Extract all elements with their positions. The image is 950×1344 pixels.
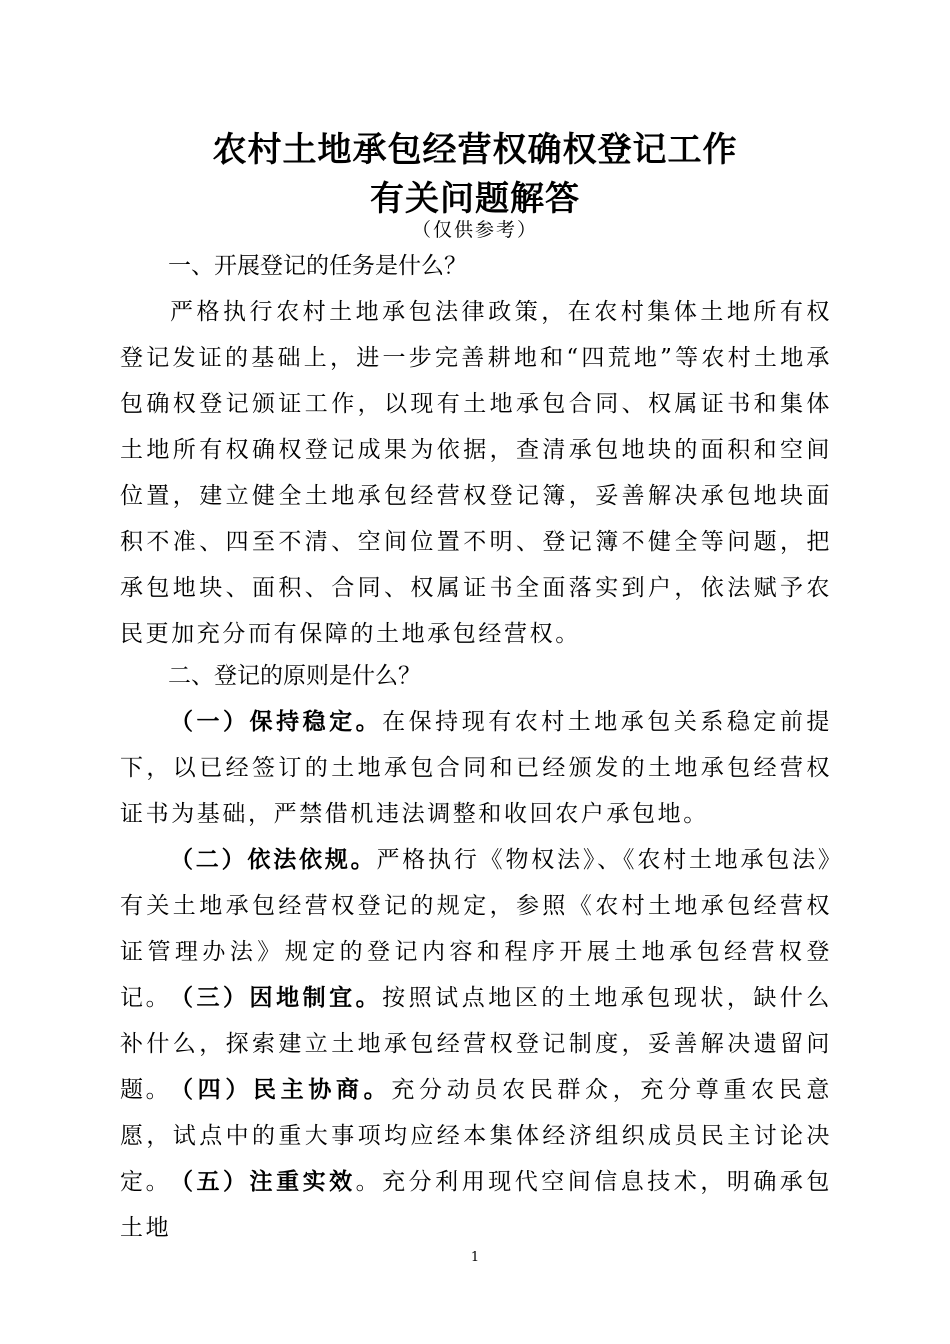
document-subtitle: （仅供参考） <box>411 219 538 241</box>
document-title-line2: 有关问题解答 <box>370 179 580 219</box>
section1-paragraph: 严格执行农村土地承包法律政策，在农村集体土地所有权登记发证的基础上，进一步完善耕地和“四荒地”等农村土地承包确权登记颁证工作，以现有土地承包合同、权属证书和集体土地所有权确权登记成果为依据，查清承包地块的面积和空间位置，建立健全土地承包经营权登记簿，妥善解决承包地块面积不准、四至不清、空间位置不明、登记簿不健全等问题，把承包地块、面积、合同、权属证书全面落实到户，依法赋予农民更加充分而有保障的土地承包经营权。 <box>120 299 832 647</box>
principle-4-lead: （四）民主协商。 <box>170 1077 392 1103</box>
principle-3-text: 按照试点地区的土地承包现状，缺什么补什么，探索建立土地承包经营权登记制度，妥善解决遗留问题。 <box>120 985 832 1103</box>
principle-paragraph-5 <box>120 1159 832 1251</box>
principle-5-lead: （五）注重实效 <box>170 1169 356 1195</box>
principle-1-lead: （一）保持稳定。 <box>170 709 383 735</box>
principle-1-text: 在保持现有农村土地承包关系稳定前提下，以已经签订的土地承包合同和已经颁发的土地承包经营权证书为基础，严禁借机违法调整和收回农户承包地。 <box>120 709 832 827</box>
principle-paragraph-1 <box>120 699 832 837</box>
principle-5-text: 。充分利用现代空间信息技术，明确承包土地 <box>120 1169 832 1241</box>
principle-2-text: 严格执行《物权法》、《农村土地承包法》有关土地承包经营权登记的规定，参照《农村土地承包经营权证管理办法》规定的登记内容和程序开展土地承包经营权登记。 <box>120 847 832 1011</box>
principle-4-text: 充分动员农民群众，充分尊重农民意愿，试点中的重大事项均应经本集体经济组织成员民主讨论决定。 <box>120 1077 832 1195</box>
principle-2-lead: （二）依法依规。 <box>170 847 377 873</box>
document-title-line1: 农村土地承包经营权确权登记工作 <box>212 130 738 170</box>
page-number: 1 <box>470 1250 480 1265</box>
principle-3-lead: （三）因地制宜。 <box>170 985 383 1011</box>
section1-heading: 一、开展登记的任务是什么？ <box>168 253 467 279</box>
section2-heading: 二、登记的原则是什么？ <box>168 663 421 689</box>
